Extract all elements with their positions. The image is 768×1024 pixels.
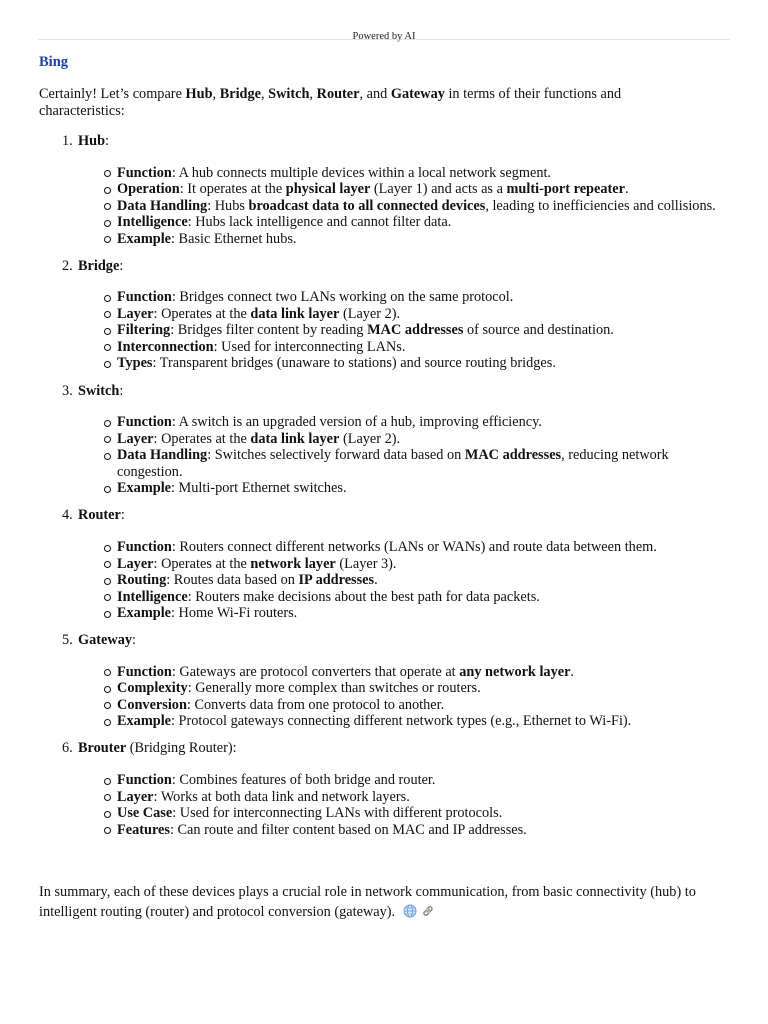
bullet-emphasis: data link layer <box>250 430 340 447</box>
bullet-item <box>102 789 727 806</box>
section-heading <box>62 507 732 524</box>
bullet-item <box>102 322 727 339</box>
bullet-label: Layer <box>117 788 154 805</box>
bullet-text: . <box>374 572 378 589</box>
bullet-list <box>62 414 732 497</box>
bullet-item <box>102 165 727 182</box>
intro-term: Switch <box>268 86 310 102</box>
bullet-text: : Converts data from one protocol to another. <box>186 696 445 713</box>
section-router <box>62 507 732 621</box>
section-title <box>78 740 237 757</box>
bullet-list <box>62 664 732 730</box>
bullet-label: Data Handling <box>117 197 208 214</box>
bullet-label: Intelligence <box>117 588 188 605</box>
bullet-item <box>102 713 727 730</box>
bullet-list <box>62 165 732 248</box>
bullet-emphasis: MAC addresses <box>367 322 464 339</box>
section-title <box>78 258 123 275</box>
bullet-label: Function <box>117 414 172 431</box>
bullet-item <box>102 605 727 622</box>
bullet-text: : Switches selectively forward data based on <box>207 447 465 464</box>
bullet-label: Use Case <box>117 805 173 822</box>
section-number: 5. <box>62 632 73 649</box>
bullet-label: Example <box>117 713 172 730</box>
globe-icon[interactable] <box>403 904 417 918</box>
bullet-text: . <box>570 663 574 680</box>
bullet-item <box>102 556 727 573</box>
intro-text: , <box>309 86 317 102</box>
section-heading <box>62 383 732 400</box>
bullet-label: Function <box>117 539 172 556</box>
bullet-text: : Combines features of both bridge and router. <box>171 772 436 789</box>
bullet-list <box>62 289 732 372</box>
bullet-text: : Hubs lack intelligence and cannot filter data. <box>187 214 452 231</box>
bullet-label: Function <box>117 289 172 306</box>
bullet-emphasis: physical layer <box>285 181 371 198</box>
bullet-emphasis: IP addresses <box>298 572 375 589</box>
bullet-item <box>102 822 727 839</box>
section-hub <box>62 133 732 247</box>
bullet-label: Function <box>117 164 172 181</box>
bullet-emphasis: multi-port repeater <box>506 181 625 198</box>
bullet-label: Function <box>117 772 172 789</box>
bullet-item <box>102 198 727 215</box>
bullet-item <box>102 289 727 306</box>
intro-term: Gateway <box>390 86 445 102</box>
bullet-item <box>102 572 727 589</box>
bullet-label: Interconnection <box>117 338 214 355</box>
bullet-item <box>102 431 727 448</box>
device-section-list <box>62 133 732 849</box>
intro-term: Hub <box>185 86 213 102</box>
bullet-label: Intelligence <box>117 214 188 231</box>
intro-term: Bridge <box>219 86 261 102</box>
bullet-text: , reducing network congestion. <box>117 447 669 480</box>
bullet-label: Conversion <box>117 696 187 713</box>
bullet-label: Example <box>117 480 172 497</box>
section-heading <box>62 133 732 150</box>
bullet-text: (Layer 2). <box>339 430 401 447</box>
bullet-item <box>102 339 727 356</box>
section-number: 4. <box>62 507 73 524</box>
bullet-label: Data Handling <box>117 447 208 464</box>
bullet-text: : Home Wi-Fi routers. <box>171 605 298 622</box>
bullet-item <box>102 181 727 198</box>
section-heading <box>62 740 732 757</box>
bullet-list <box>62 539 732 622</box>
bullet-text: : A hub connects multiple devices within a local network segment. <box>171 164 552 181</box>
bullet-text: (Layer 2). <box>339 305 401 322</box>
section-title-suffix: : <box>119 382 124 399</box>
section-title <box>78 383 123 400</box>
section-number: 3. <box>62 382 73 399</box>
section-title-bold: Brouter <box>78 740 127 757</box>
bullet-list <box>62 772 732 838</box>
powered-by-text: Powered by AI <box>352 31 416 42</box>
section-title <box>78 133 109 150</box>
section-number: 2. <box>62 257 73 274</box>
bullet-text: , leading to inefficiencies and collisions. <box>485 197 716 214</box>
section-title <box>78 632 136 649</box>
bullet-label: Operation <box>117 181 180 198</box>
section-brouter <box>62 740 732 838</box>
bullet-text: : Used for interconnecting LANs with different protocols. <box>172 805 503 822</box>
intro-text: , and <box>359 86 391 102</box>
bullet-label: Filtering <box>117 322 171 339</box>
section-bridge <box>62 258 732 372</box>
bullet-item <box>102 306 727 323</box>
section-title-suffix: : <box>120 507 125 524</box>
bullet-emphasis: network layer <box>250 555 336 572</box>
section-number: 6. <box>62 740 73 757</box>
bullet-item <box>102 697 727 714</box>
section-heading <box>62 632 732 649</box>
bullet-text: : Bridges filter content by reading <box>170 322 368 339</box>
bullet-text: : Operates at the <box>153 555 251 572</box>
bullet-emphasis: MAC addresses <box>464 447 562 464</box>
intro-text: , <box>212 86 220 102</box>
summary-text: In summary, each of these devices plays a crucial role in network communication, from basic connectivity (hub) to intelligent routing (router) and protocol conversion (gateway). <box>39 884 696 920</box>
powered-by-header <box>38 25 730 40</box>
bullet-item <box>102 664 727 681</box>
bullet-text: : Operates at the <box>153 430 251 447</box>
bullet-text: : Operates at the <box>153 305 251 322</box>
intro-text: , <box>261 86 269 102</box>
section-title-suffix: : <box>119 257 124 274</box>
bullet-text: : Routers connect different networks (LANs or WANs) and route data between them. <box>171 539 657 556</box>
intro-text: Certainly! Let’s compare <box>39 86 186 102</box>
section-switch <box>62 383 732 497</box>
intro-term: Router <box>316 86 360 102</box>
section-title-suffix: (Bridging Router): <box>126 740 237 757</box>
section-title-bold: Router <box>78 507 121 524</box>
bullet-text: : Routers make decisions about the best path for data packets. <box>187 588 540 605</box>
bullet-item <box>102 231 727 248</box>
section-number: 1. <box>62 133 73 149</box>
bullet-text: (Layer 1) and acts as a <box>370 181 507 198</box>
bullet-item <box>102 414 727 431</box>
brand-title: Bing <box>39 54 69 70</box>
bullet-text: : Routes data based on <box>166 572 299 589</box>
bullet-text: : A switch is an upgraded version of a hub, improving efficiency. <box>171 414 542 431</box>
bullet-text: : Bridges connect two LANs working on the same protocol. <box>171 289 514 306</box>
bullet-label: Types <box>117 355 153 372</box>
bullet-item <box>102 805 727 822</box>
bullet-emphasis: data link layer <box>250 305 340 322</box>
summary-paragraph <box>39 883 719 922</box>
bullet-text: : Gateways are protocol converters that operate at <box>171 663 460 680</box>
bullet-item <box>102 589 727 606</box>
bullet-text: (Layer 3). <box>335 555 397 572</box>
intro-paragraph <box>39 86 699 119</box>
bullet-label: Example <box>117 605 172 622</box>
bullet-label: Function <box>117 663 172 680</box>
bullet-label: Features <box>117 821 170 838</box>
bullet-label: Layer <box>117 555 154 572</box>
bullet-text: : Used for interconnecting LANs. <box>213 338 406 355</box>
section-title <box>78 507 125 524</box>
bullet-item <box>102 447 727 480</box>
bullet-text: : Basic Ethernet hubs. <box>171 230 297 247</box>
bullet-label: Routing <box>117 572 167 589</box>
section-heading <box>62 258 732 275</box>
bullet-label: Example <box>117 230 172 247</box>
bullet-text: : Generally more complex than switches or routers. <box>187 680 481 697</box>
bullet-item <box>102 772 727 789</box>
bullet-text: . <box>624 181 629 198</box>
section-title-bold: Bridge <box>78 257 120 274</box>
bullet-text: : Hubs <box>207 197 249 214</box>
link-icon[interactable] <box>421 904 435 918</box>
bullet-item <box>102 480 727 497</box>
bullet-text: : Can route and filter content based on MAC and IP addresses. <box>169 821 527 838</box>
section-title-bold: Gateway <box>78 632 132 649</box>
bullet-text: : Works at both data link and network layers. <box>153 788 410 805</box>
section-title-bold: Hub <box>78 133 106 149</box>
bullet-item <box>102 355 727 372</box>
bullet-text: : Protocol gateways connecting different network types (e.g., Ethernet to Wi-Fi). <box>171 713 632 730</box>
bullet-text: : Multi-port Ethernet switches. <box>171 480 347 497</box>
section-title-suffix: : <box>105 133 110 149</box>
bullet-label: Layer <box>117 430 154 447</box>
bullet-text: : Transparent bridges (unaware to stations) and source routing bridges. <box>152 355 556 372</box>
bullet-item <box>102 539 727 556</box>
bullet-emphasis: any network layer <box>459 663 571 680</box>
bullet-item <box>102 680 727 697</box>
section-title-bold: Switch <box>78 382 120 399</box>
intro-text: in terms of their functions and characteristics: <box>39 86 622 119</box>
bullet-item <box>102 214 727 231</box>
bullet-label: Complexity <box>117 680 188 697</box>
section-gateway <box>62 632 732 730</box>
bullet-emphasis: broadcast data to all connected devices <box>248 197 486 214</box>
bullet-text: : It operates at the <box>179 181 286 198</box>
section-title-suffix: : <box>132 632 136 649</box>
bullet-text: of source and destination. <box>463 322 614 339</box>
bullet-label: Layer <box>117 305 154 322</box>
